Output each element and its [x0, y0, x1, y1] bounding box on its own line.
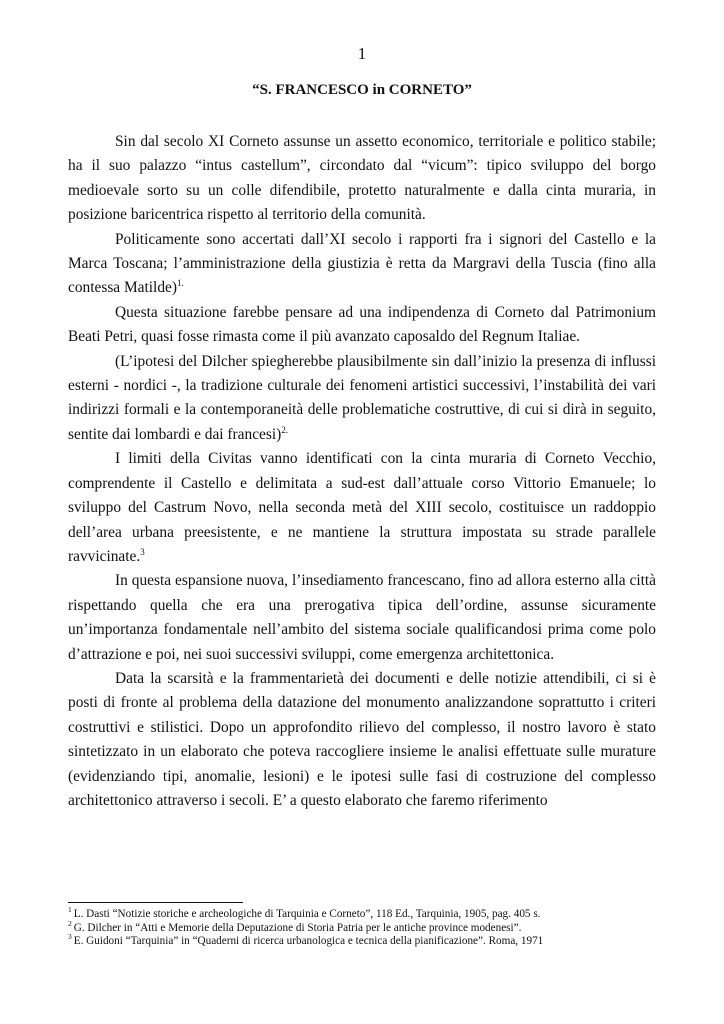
paragraph-text: Politicamente sono accertati dall’XI secolo i rapporti fra i signori del Castello e la Marca Toscana; l’amministrazione della giustizia è retta da Margravi della Tuscia (fino alla contessa Matilde)	[68, 230, 656, 297]
paragraph-text: Questa situazione farebbe pensare ad una indipendenza di Corneto dal Patrimonium Beati Petri, quasi fosse rimasta come il più avanzato caposaldo del Regnum Italiae.	[68, 303, 656, 346]
footnote	[68, 918, 668, 936]
footnote-ref: 2.	[281, 424, 288, 435]
paragraph	[68, 301, 656, 350]
paragraph	[68, 130, 656, 228]
footnotes	[68, 905, 668, 949]
footnote-number: 1	[68, 905, 72, 915]
footnote-text: L. Dasti “Notizie storiche e archeologiche di Tarquinia e Corneto”, 118 Ed., Tarquinia, 1905, pag. 405 s.	[73, 908, 541, 920]
paragraph	[68, 447, 656, 569]
footnote-separator	[68, 902, 243, 903]
footnote	[68, 905, 668, 922]
footnote-text: G. Dilcher in “Atti e Memorie della Deputazione di Storia Patria per le antiche province modenesi”.	[73, 921, 522, 934]
footnote-text: E. Guidoni “Tarquinia” in “Quaderni di ricerca urbanologica e tecnica della pianificazione”. Roma, 1971	[73, 935, 544, 948]
paragraph-text: (L’ipotesi del Dilcher spiegherebbe plausibilmente sin dall’inizio la presenza di influssi esterni - nordici -, la tradizione culturale dei fenomeni artistici successivi, l’instabilità dei vari indirizzi formali e la contemporaneità delle problematiche costruttive, di cui si dirà in seguito, sentite dai lombardi e dai francesi)	[68, 352, 656, 443]
paragraph-text: Data la scarsità e la frammentarietà dei documenti e delle notizie attendibili, ci si è posti di fronte al problema della datazione del monumento analizzandone soprattutto i criteri costruttivi e stilistici. Dopo un approfondito rilievo del complesso, il nostro lavoro è stato sintetizzato in un elaborato che poteva raccogliere insieme le analisi effettuate sulle murature (evidenziando tipi, anomalie, lesioni) e le ipotesi sulle fasi di costruzione del complesso architettonico attraverso i secoli. E’ a questo elaborato che faremo riferimento	[68, 669, 656, 809]
paragraph-text: In questa espansione nuova, l’insediamento francescano, fino ad allora esterno alla città rispettando quella che era una prerogativa tipica dell’ordine, assunse sicuramente un’importanza fondamentale nell’ambito del sistema sociale qualificandosi prima come polo d’attrazione e poi, nei suoi successivi sviluppi, come emergenza architettonica.	[68, 572, 656, 663]
footnote	[68, 932, 668, 949]
footnote-ref: 1.	[176, 278, 184, 289]
footnote-ref: 3	[140, 546, 145, 557]
paragraph-text: Sin dal secolo XI Corneto assunse un assetto economico, territoriale e politico stabile; ha il suo palazzo “intus castellum”, circondato dal “vicum”: tipico sviluppo del borgo medioevale sorto su un colle difendibile, protetto naturalmente e dalla cinta muraria, in posizione baricentrica rispetto al territorio della comunità.	[68, 133, 656, 224]
document-title: “S. FRANCESCO in CORNETO”	[252, 82, 472, 98]
footnote-number: 3	[68, 932, 72, 942]
paragraph	[68, 667, 656, 813]
body-text	[68, 130, 656, 813]
page-number: 1	[357, 44, 367, 63]
paragraph	[68, 350, 656, 448]
paragraph	[68, 569, 656, 667]
paragraph-text: I limiti della Civitas vanno identificati con la cinta muraria di Corneto Vecchio, comprendente il Castello e delimitata a sud-est dall’attuale corso Vittorio Emanuele; lo sviluppo del Castrum Novo, nella seconda metà del XIII secolo, costituisce un raddoppio dell’area urbana preesistente, e ne mantiene la struttura impostata su strade parallele ravvicinate.	[68, 450, 656, 565]
footnote-number: 2	[68, 918, 72, 928]
paragraph	[68, 228, 656, 301]
